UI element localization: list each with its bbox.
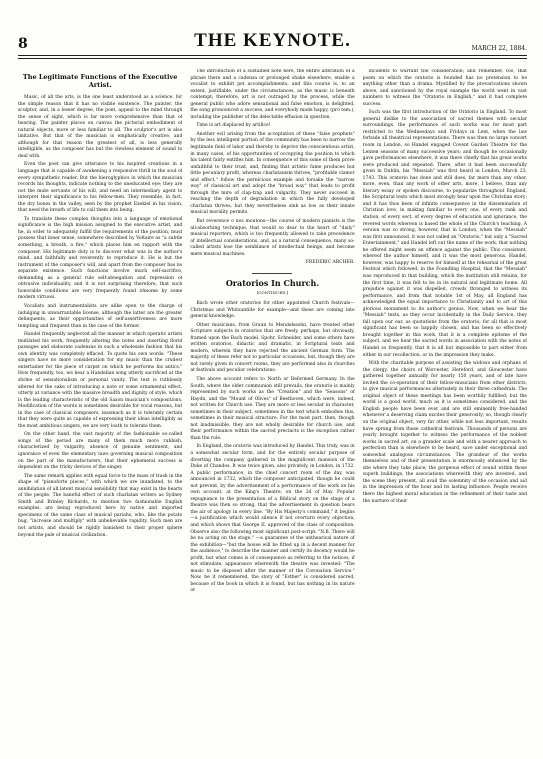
paragraph: incidents to warrant the consideration; and remember, too, that poem on which the oratorio is founded has no pretension to be anything other than a drama. Mystified by the prevarications shown above, and sanctioned by the royal example the world went in vast numbers to witness the "Oratorio in English," and it had complete success. [362, 69, 527, 107]
paragraph: Music, of all the arts, is the one least understood as a science, for the simple reason that it has no visible existence. The painter, the sculptor, and, in a lesser degree, the poet, appeal to the mind through the sense of sight, which is far more comprehensive than that of hearing. The painter places on canvas the pictorial embodiment of natural objects, more or less familiar to all. The sculptor's art is also imitative. But that of the musician is emphatically creative, and although for that reason the greatest of all, is less generally intelligible, as the composer has but the viewless element of sound to deal with. [18, 95, 183, 159]
oratorio-article-body [190, 301, 354, 595]
paragraph: Such was the first introduction of the Oratorio in England. To most general dislike to the association of sacred themes with secular surroundings, the performance of such works was for most part restricted to the Wednesdays and Fridays in Lent, when the law forbade all theatrical representations. There was then no large concert room in London, so Handel engaged Covent Garden Theatre for the Lenten seasons of many successive years; and though he occasionally gave performances elsewhere, it was there chiefly that his great works were produced and repeated. There, after it had been successfully given in Dublin, his "Messiah" was first heard in London, March 23, 1743. This oratorio has done and still does, far more than any other, more, even, than any work of other arts, more, I believe, than any literary essay or spoken discourse, to popularize throughout England, the Scriptural texts which most strongly bear upon the Christian story; and it has thus been of infinite consequence in the dissemination of Christian love, in making familiar to every one, of every rank and station, of every sect, of every degree of education and ignorance, the revered words whereon is based the whole of the Church's teaching. A version was so strong, however, that in London, when the "Messiah" was first announced, it was not called an "Oratorio," but only a "Sacred Entertainment," and Handel left out the name of the work, that nothing he offered might seem an offence against the public. This consistent, whereof the author himself, and it was the most generous. Handel, however, was happy to reserve for himself at the rehearsal of the great Festival which followed, in the Foundling Hospital, that the "Messiah" was reproduced in that building, which the institution still retains, for the first time, it was felt to be in its natural and legitimate home. All prejudice against it was dispelled, crowds thronged to witness its performance, and from that notable 1st of May, all England has acknowledged the equal importance to Christianity and to art of this glorious monument to its author's genius. Now, when we hear the "Messiah" texts, as they occur incidentally in the Daily Service, they fall upon our ear, as quotations from the oratorio; for all that is most significant has been so happily chosen, and has been so effectively brought together in this work, that it is a complete epitome of the subject, and we hear the sacred words in association with the notes of Handel so frequently, that it is all but impossible to part either from either in our recollection, or in the impression they make. [362, 110, 527, 358]
masthead [18, 30, 527, 56]
paragraph: Handel frequently neglected all the manner in which operatic artists mutilated his work, frequently altering the notes and inserting florid passages and elaborate cadenzas in such a wholesale fashion that his own identity was completely effaced. To quote his own words: "These singers have no more consideration for my music than the crudest entertainer for the piece of carpet on which he performs his antics." How frequently, too, we hear a Handelian song utterly sacrificed at the shrine of sensationalism or personal vanity. The text is ruthlessly altered for the sake of introducing a note or some ornamental effect, utterly at variance with the massive breadth and dignity of style, which is the leading characteristic of the old Saxon musician's compositions. Modification of the words is sometimes desirable for vocal reasons, but in the case of classical composers, inasmuch as it is tolerably certain that they were quite as capable of expressing their ideas intelligibly as the most ambitious singers, we are very loath to tolerate them. [18, 332, 183, 429]
paragraph: Vocalists and instrumentalists are alike open to the charge of indulging in unwarrantable license, although the latter are the greater delinquents, as their opportunities of self-assertiveness are more tempting and frequent than in the case of the former. [18, 303, 183, 329]
separator-rule [252, 273, 292, 274]
paragraph: Another evil arising from the acceptation of these "false prophets" by the less intelligent portion of the community has been to narrow the legitimate field of labor and thereby to deprive the conscientious artist, in many cases, of his opportunities of occupying the position to which his talent fairly entitles him. In consequence of this some of them prove unfaithful to their trust, and, finding that artistic fame produces but little pecuniary profit, whereas charlatanism thrives, "profitable clamor and effect," follow the pernicious example and forsake the "narrow way" of classical art and adopt the "broad way" that leads to profit through the mire of clap-trap and vulgarity. They never succeed in reaching the depth of degradation in which the fully developed charlatan thrives, but they nevertheless sink as low as their innate musical morality permits. [190, 131, 355, 216]
paragraph: Other musicians, from Graun to Mendelssohn, have treated other Scripture subjects in oratorios that are freely, perhaps, but obviously, framed upon the Bach model. Spohr, Schneider, and some others have written oratorios, didactic and dramatic, in Scriptural texts and modern, wherein they have rejected the ancient German form. The majority of these refer not to particular occasions, but, though they are not rarely given in concert rooms, they are performed also in churches at festivals and peculiar celebrations. [190, 322, 355, 374]
column-2 [190, 69, 354, 759]
paragraph: But reverence o nos moutons—the course of modern pianists is the all-absorbing technique, that would so dear to the heart of "daily" musical reporters, which is too frequently allowed to take precedence of intellectual considerations, and, as a natural consequence, many so-called artists lose the semblance of intellectual beings, and become mere musical machines. [190, 219, 355, 257]
page-number: 8 [18, 36, 28, 52]
article-body [18, 95, 182, 539]
paragraph: To translate these complex thoughts into a language of emotional significance is the high mission assigned to the executive artist, and he, in order to adequately fulfill the requirements of the position, must possess that inner sense, somewhere described by Voltaire as "a subtle something, a breath, a fire," which places him en rapport with the composer. His legitimate duty is to discover what was in the author's mind, and faithfully and reverently to reproduce it. He is but the instrument of the composer's will, and apart from the composer has no separate existence. Such functions involve much self-sacrifice, demanding as a general rule self-abnegation and repression of obtrusive individuality, and it is not surprising therefore, that such honorable conditions are very frequently found irksome by some modern virtuosi. [18, 216, 183, 301]
article-signature: FREDERIC ARCHER. [305, 260, 355, 266]
article-title: The Legitimate Functions of the Executive Artist. [22, 73, 178, 89]
columns [18, 69, 527, 759]
paragraph: With the charitable purpose of assisting the widows and orphans of the clergy, the choirs of Worcester, Hereford, and Gloucester have gathered together annually for nearly 150 years, and of late have invited the co-operation of their fellow-musicians from other districts, to give musical performances alternately in their three cathedrals. The original object of these meetings has been worthily fulfilled; but the world is a good world, much as it is sometimes considered, and the English people have been ever and are still eminently free-handed whenever a deserving claim excites their generosity; so, though clearly on the original object, very far other, while not less important, results have sprung from these cathedral festivals. Thousands of persons are yearly brought together to witness the performance of the noblest works in sacred art, on a grander scale and with a nearer approach to perfection than is elsewhere to be heard, save under exceptional and somewhat analogous circumstances. The grandeur of the works themselves and of their presentation is enormously enhanced by the site where they take place; the gorgeous effect of sound within those superb buildings, the associations wherewith they are invested, and the scene they present, all avail the solemnity of the occasion and aid in the impression of the hour and its lasting influence. People receive there the highest moral education in the refinement of their taste and the nurture of their [362, 361, 527, 504]
issue-date: MARCH 22, 1884. [471, 45, 527, 52]
oratorio-article-title: Oratorios In Church. [225, 277, 320, 288]
paragraph: The same remark applies with equal force to the mass of trash in the shape of "pianoforte pieces," with which we are inundated, to the annihilation of all latent musical sensibility that may exist in the hearts of the people. The baneful effect of such charlatan writers as Sydney Smith and Brinley Richards, to mention two fashionable English examples, are being reproduced here by native and imported specimens of the same class of musical pariahs, who, like the potato bug, "increase and multiply" with unbelievable rapidity. Such men are not artists, and should be rigidly banished to their proper sphere beyond the pale of musical civilization. [18, 473, 183, 538]
paragraph: Bach wrote other oratorios for other appointed Church festivals—Christmas and Whitsuntide for example—and these are coming into general knowledge. [190, 300, 355, 320]
column-3 [363, 69, 527, 759]
paragraph: In England, the oratorio was introduced by Handel. This truly, was in a somewhat secular form, and for the entirely secular purpose of diverting the company gathered in the magnificent mansion of the Duke of Chandos. It was twice given, also privately, in London, in 1732. A public performance, in the chief concert room of the day, was announced in 1732, which the composer anticipated, though he could not prevent, by the advertisement of a performance of the work on his own account, at the King's Theatre, on the 2d of May. Popular repugnance to the presentation of a Biblical story on the stage of a theatre was then so strong, that the advertisement in question bears the air of apology in every line. "By His Majesty's command," it begins—a justification which would silence if not overturn every objection, and which shows that George II. approved of the class of composition. Observe also the following most significant post-script: "N.B. There will be no acting on the stage," —a guarantee of the unthearical nature of the exhibition—"but the house will be fitted up in a decent manner for the audience," to describe the manner and certify its decency would be profit, but what comes is of consequence as referring to the notices, if not stimulate, appearance wherewith the theatre was invested: "The music to be disposed after the manner of the Coronation Service." Now, be it remembered, the story of "Esther" is considered sacred, because of the book in which it is found, but has nothing in its nature or [190, 444, 355, 594]
paragraph: The introduction of a sustained note here, the entire alteration of a phrase there and a cadenza or prolonged shake elsewhere, enable a vocalist to exhibit pet accomplishments, and this course is, to an extent, justifiable, under the circumstances, as the music is beneath contempt; therefore, art is not outraged by the process, while the general public who adore sensational and false emotion, is delighted, the song pronounced a success, and everybody made happy, (pro tem.), including the publisher of the delectable effusion in question. [190, 69, 355, 120]
continued-note: [CONTINUED.] [256, 290, 289, 296]
newspaper-title: THE KEYNOTE. [194, 30, 351, 51]
article-body-continued [190, 69, 354, 258]
paragraph: The above account refers to North or Reformed Germany. In the South, where the older communion still prevails, the oratorio is mainly represented by such works as the "Creation" and the "Seasons" of Haydn, and the "Mount of Olives" of Beethoven, which were, indeed, not written for Church use. They are more or less secular in character, sometimes in their subject, sometimes in the text which embodies this, sometimes in their musical structure. For the most part, then, though not inadmissible, they are not wholly desirable for church use, and their performance within the sacred precincts is the exception rather than the rule. [190, 376, 355, 441]
paragraph: Time is art displaced by artifice! [196, 123, 271, 129]
column-1 [18, 69, 182, 759]
masthead-rule [18, 58, 527, 59]
paragraph: Even the poet can give utterance to his inspired creations in a language that is capable of awakening a responsive thrill in the soul of every sympathetic reader. But the hieroglyphics in which the musician records his thoughts, indicate nothing to the uneducated eye; they are not the mute servants of his will, and need an intermediary agent to interpret their significance to his fellow-men. They resemble, in fact, the dry bones in the valley, seen by the prophet Ezekiel in his vision, that need the breath of life to call them into being. [18, 162, 183, 214]
column-3-body [363, 69, 527, 505]
paragraph: On the other hand, the vast majority of the fashionable so-called songs of the period are many of them much more rubbish, characterized by vulgarity, absence of genuine sentiment, and ignorance of even the elementary laws governing musical composition on the part of the manufacturers, that their ephemeral success is dependent on the tricky devices of the singer. [18, 432, 183, 471]
